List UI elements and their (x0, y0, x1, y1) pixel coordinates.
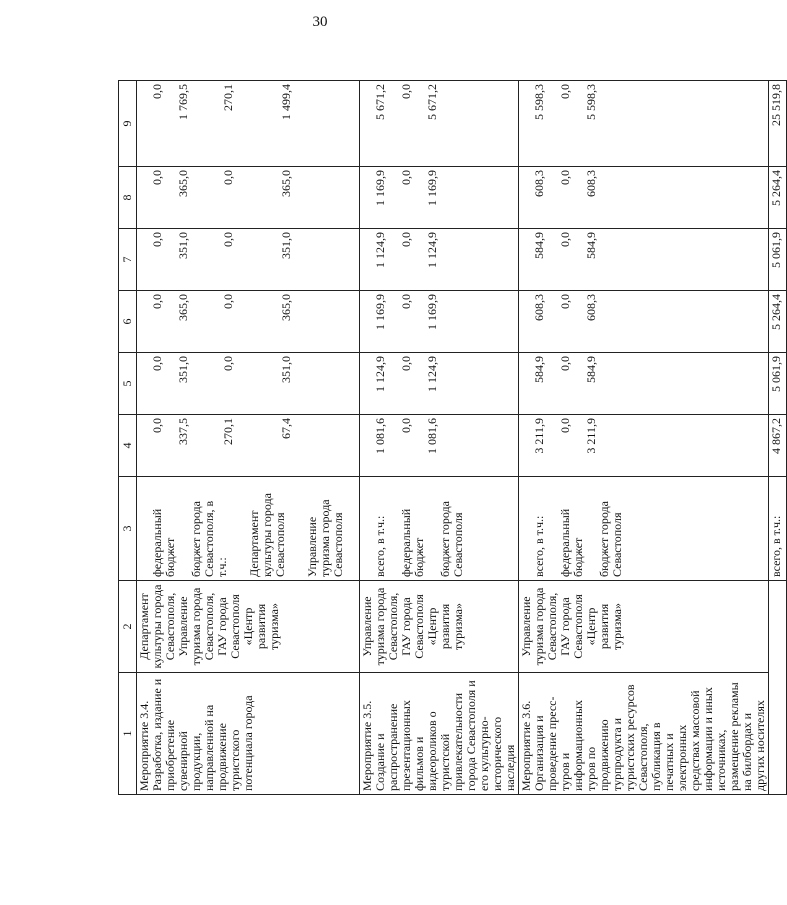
total-empty (769, 673, 787, 795)
value: 0,0 (221, 294, 235, 309)
value: 270,1 (221, 418, 235, 445)
value: 351,0 (279, 356, 293, 383)
total-value: 5 061,9 (769, 353, 787, 415)
value: 5 671,2 (373, 84, 387, 120)
table-row (137, 81, 360, 795)
value-cell (519, 229, 769, 291)
value: 584,9 (584, 356, 598, 383)
value: 337,5 (176, 418, 190, 445)
value: 0,0 (558, 84, 572, 99)
value-cell (360, 415, 519, 477)
col-header: 5 (119, 353, 137, 415)
funding-line: федеральный бюджет (558, 508, 585, 577)
value: 0,0 (399, 232, 413, 247)
col-header: 9 (119, 81, 137, 167)
measure-name: Мероприятие 3.6. Организация и проведение пресс-туров и информационных туров по продвижению турпродукта и туристских ресурсов Севастополя, публикация в печатных и электронных средствах массовой информации и иных источниках, размещение рекламы на билбордах и других носителях (519, 673, 769, 795)
value: 351,0 (176, 356, 190, 383)
value: 0,0 (399, 294, 413, 309)
total-row (769, 81, 787, 795)
value: 0,0 (399, 84, 413, 99)
value: 270,1 (221, 84, 235, 111)
value: 3 211,9 (532, 418, 546, 454)
budget-table (118, 80, 787, 795)
value: 584,9 (532, 356, 546, 383)
value-cell (137, 81, 360, 167)
value-cell (360, 167, 519, 229)
value: 0,0 (558, 232, 572, 247)
value: 5 671,2 (425, 84, 439, 120)
value: 0,0 (399, 170, 413, 185)
total-label: всего, в т.ч.: (769, 477, 787, 581)
funding-line: Управление туризма города Севастополя (305, 499, 345, 577)
col-header: 2 (119, 581, 137, 673)
funding-line: бюджет города Севастополя (438, 501, 465, 577)
value: 0,0 (399, 356, 413, 371)
value: 584,9 (584, 232, 598, 259)
value: 0,0 (558, 294, 572, 309)
executor-part: Департамент культуры города Севастополя, (137, 584, 177, 669)
funding-line: бюджет города Севастополя, в т.ч.: (189, 500, 229, 577)
value: 1 169,9 (425, 294, 439, 330)
value: 365,0 (176, 294, 190, 321)
value-cell (137, 291, 360, 353)
value: 1 169,9 (373, 294, 387, 330)
executor (137, 581, 360, 673)
value: 608,3 (532, 294, 546, 321)
value: 0,0 (558, 418, 572, 433)
value: 1 124,9 (425, 232, 439, 268)
value-cell (519, 291, 769, 353)
funding-source (519, 477, 769, 581)
value: 365,0 (279, 294, 293, 321)
value: 67,4 (279, 418, 293, 439)
value-cell (519, 167, 769, 229)
value-cell (519, 415, 769, 477)
value: 0,0 (221, 232, 235, 247)
funding-line: федеральный бюджет (150, 508, 177, 577)
executor-part: Управление туризма города Севастополя, ГАУ города Севастополя «Центр развития туризма» (176, 587, 281, 666)
measure-name: Мероприятие 3.5. Создание и распространение презентационных фильмов и видеороликов о туристской привлекательности города Севастополя и его культурно-исторического наследия (360, 673, 519, 795)
value: 1 169,9 (373, 170, 387, 206)
value: 0,0 (558, 170, 572, 185)
total-value: 4 867,2 (769, 415, 787, 477)
value: 0,0 (150, 356, 164, 371)
funding-line: всего, в т.ч.: (373, 515, 387, 577)
value: 1 499,4 (279, 84, 293, 120)
page-number: 30 (312, 14, 328, 30)
value: 365,0 (279, 170, 293, 197)
value-cell (137, 229, 360, 291)
col-header: 3 (119, 477, 137, 581)
value-cell (519, 353, 769, 415)
value: 365,0 (176, 170, 190, 197)
value-cell (137, 167, 360, 229)
header-row (119, 81, 137, 795)
executor: Управление туризма города Севастополя, ГАУ города Севастополя «Центр развития туризма» (519, 581, 769, 673)
table-row (360, 81, 519, 795)
value: 5 598,3 (584, 84, 598, 120)
value: 0,0 (150, 294, 164, 309)
total-value: 25 519,8 (769, 81, 787, 167)
value: 0,0 (150, 84, 164, 99)
total-value: 5 061,9 (769, 229, 787, 291)
value: 1 081,6 (373, 418, 387, 454)
col-header: 1 (119, 673, 137, 795)
value: 351,0 (176, 232, 190, 259)
value: 0,0 (221, 170, 235, 185)
value-cell (360, 81, 519, 167)
rotated-table-page (118, 81, 783, 795)
value: 608,3 (532, 170, 546, 197)
value: 0,0 (150, 418, 164, 433)
value: 1 769,5 (176, 84, 190, 120)
funding-source (360, 477, 519, 581)
value: 1 169,9 (425, 170, 439, 206)
value-cell (360, 291, 519, 353)
total-value: 5 264,4 (769, 167, 787, 229)
value: 351,0 (279, 232, 293, 259)
value: 1 081,6 (425, 418, 439, 454)
value: 1 124,9 (373, 232, 387, 268)
value: 584,9 (532, 232, 546, 259)
value: 1 124,9 (425, 356, 439, 392)
value: 0,0 (399, 418, 413, 433)
value: 3 211,9 (584, 418, 598, 454)
value: 0,0 (150, 170, 164, 185)
col-header: 7 (119, 229, 137, 291)
col-header: 8 (119, 167, 137, 229)
value-cell (360, 353, 519, 415)
col-header: 6 (119, 291, 137, 353)
table-row (519, 81, 769, 795)
funding-line: всего, в т.ч.: (532, 515, 546, 577)
funding-line: Департамент культуры города Севастополя (247, 493, 287, 577)
value: 5 598,3 (532, 84, 546, 120)
value: 0,0 (150, 232, 164, 247)
funding-source (137, 477, 360, 581)
measure-name: Мероприятие 3.4. Разработка, издание и приобретение сувенирной продукции, направленной на продвижение туристского потенциала города (137, 673, 360, 795)
total-empty (769, 581, 787, 673)
executor: Управление туризма города Севастополя, ГАУ города Севастополя «Центр развития туризма» (360, 581, 519, 673)
total-value: 5 264,4 (769, 291, 787, 353)
value-cell (137, 415, 360, 477)
value: 608,3 (584, 170, 598, 197)
value: 0,0 (221, 356, 235, 371)
value-cell (519, 81, 769, 167)
value-cell (360, 229, 519, 291)
funding-line: федеральный бюджет (399, 508, 426, 577)
funding-line: бюджет города Севастополя (597, 501, 624, 577)
col-header: 4 (119, 415, 137, 477)
value: 1 124,9 (373, 356, 387, 392)
value-cell (137, 353, 360, 415)
value: 608,3 (584, 294, 598, 321)
value: 0,0 (558, 356, 572, 371)
